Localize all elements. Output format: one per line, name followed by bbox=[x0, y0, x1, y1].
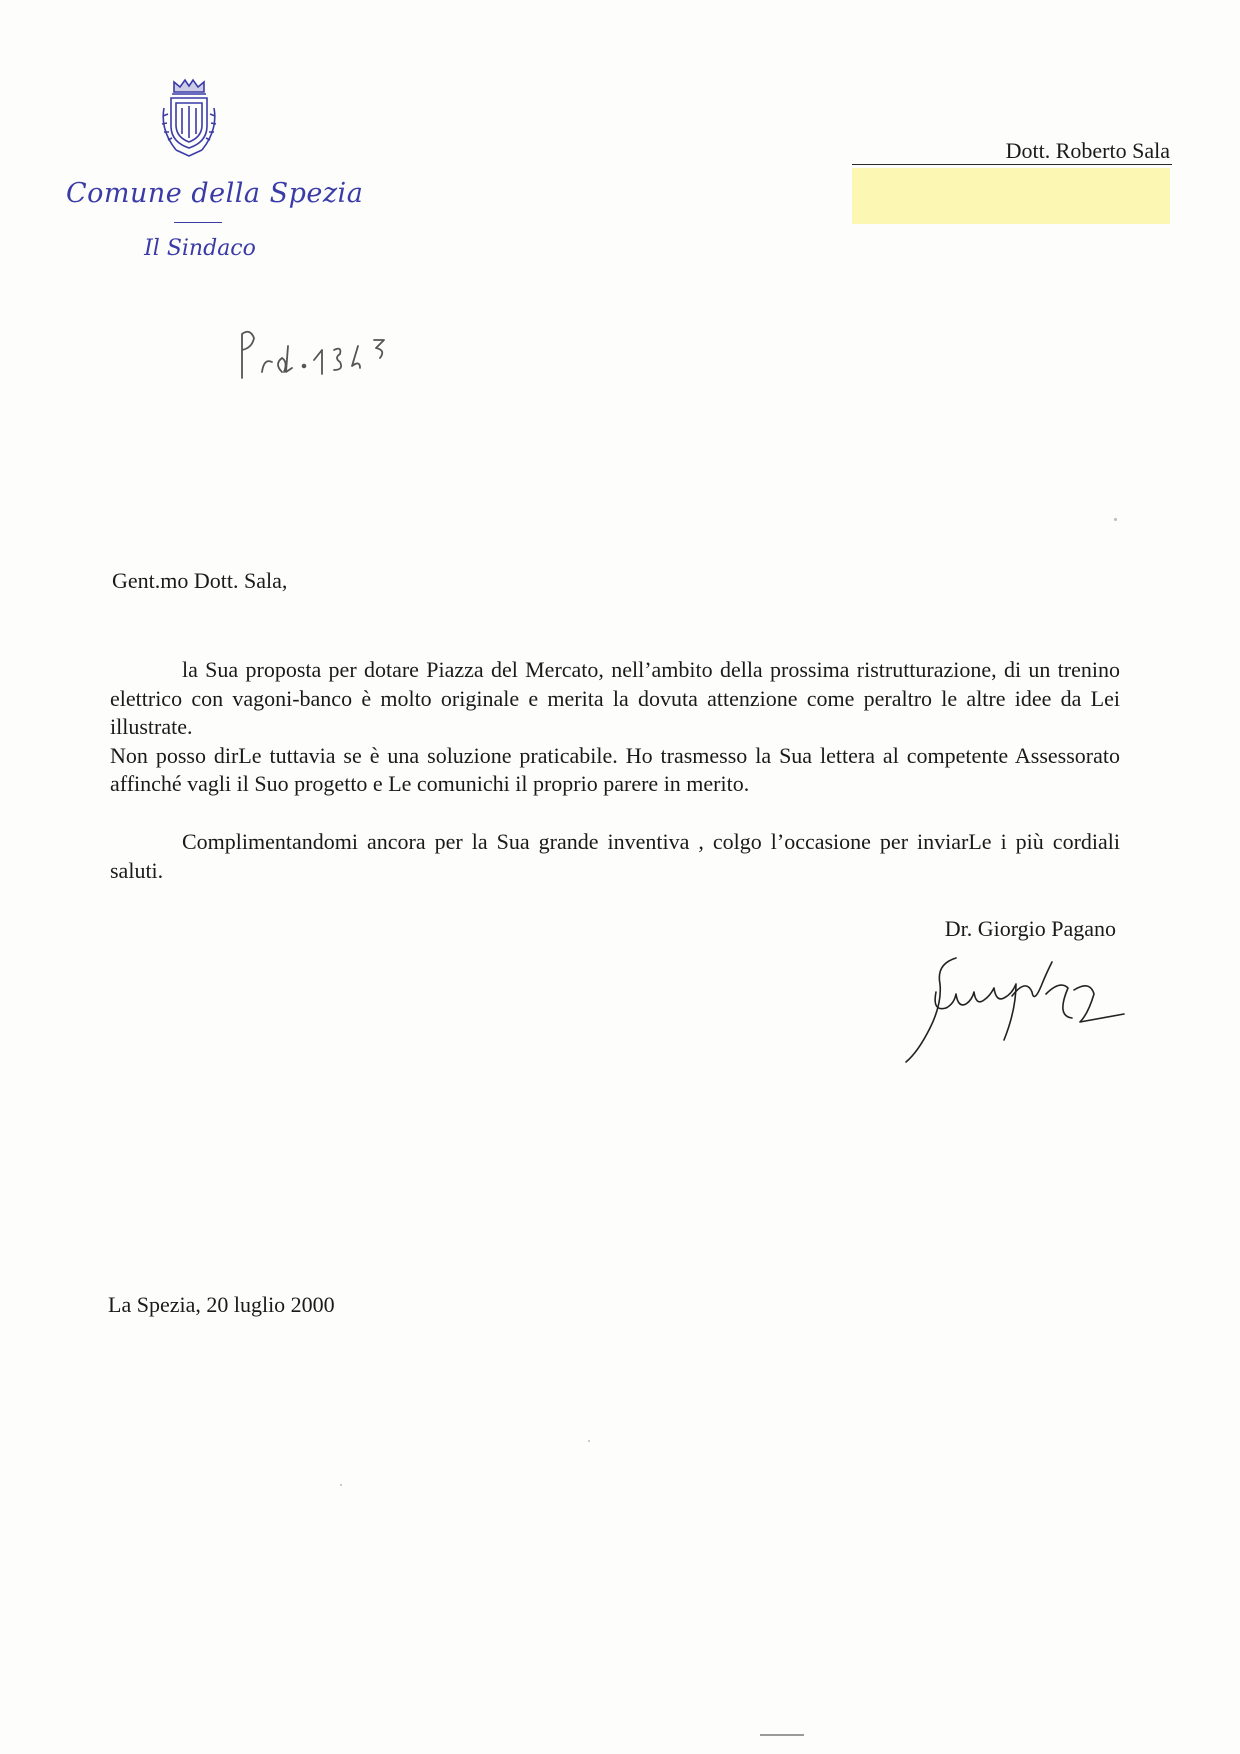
scan-mark bbox=[760, 1734, 804, 1736]
redacted-address bbox=[852, 168, 1170, 224]
body-paragraph-1-part-a: la Sua proposta per dotare Piazza del Mercato, nell’ambito della prossima ristrutturazione, di un trenino elettrico con vagoni-banco è molto originale e merita la dovuta attenzione come peraltro le altre idee da Lei illustrate. bbox=[110, 657, 1120, 739]
office-role: Il Sindaco bbox=[144, 236, 256, 261]
protocol-handwritten-note bbox=[236, 322, 406, 382]
recipient-underline bbox=[852, 164, 1172, 165]
municipal-crest-icon bbox=[156, 78, 222, 160]
recipient-name: Dott. Roberto Sala bbox=[1005, 138, 1170, 163]
body-paragraph-1-part-b: Non posso dirLe tuttavia se è una soluzione praticabile. Ho trasmesso la Sua lettera al competente Assessorato affinché vagli il Suo progetto e Le comunichi il proprio parere in merito. bbox=[110, 742, 1120, 796]
office-name: Comune della Spezia bbox=[66, 178, 364, 209]
signer-name: Dr. Giorgio Pagano bbox=[944, 916, 1116, 941]
scan-speck bbox=[1114, 518, 1117, 521]
date-line: La Spezia, 20 luglio 2000 bbox=[108, 1292, 335, 1317]
handwritten-signature bbox=[896, 944, 1146, 1068]
salutation: Gent.mo Dott. Sala, bbox=[112, 568, 288, 593]
body-paragraph-1 bbox=[110, 656, 1120, 799]
letterhead-divider bbox=[174, 222, 222, 223]
body-paragraph-2: Complimentandomi ancora per la Sua grande inventiva , colgo l’occasione per inviarLe i più cordiali saluti. bbox=[110, 829, 1120, 883]
scan-speck bbox=[588, 1440, 590, 1442]
scan-speck bbox=[340, 1484, 342, 1486]
